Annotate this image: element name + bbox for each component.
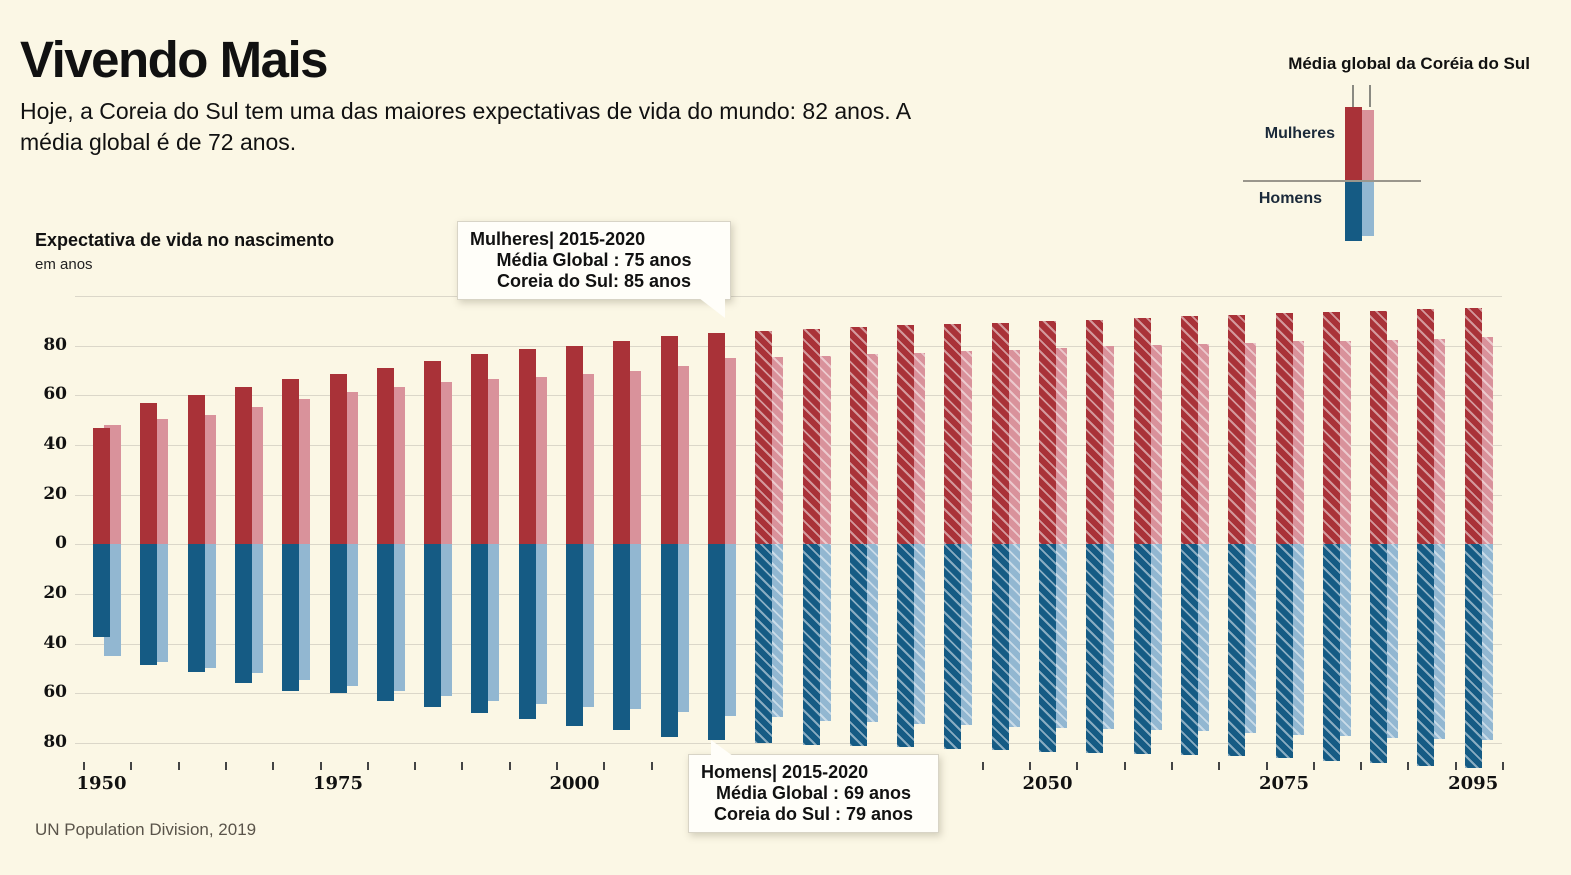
y-axis-label-40-below: 40: [43, 632, 67, 653]
y-axis-label-60-below: 60: [43, 682, 67, 703]
page-subtitle-line1: Hoje, a Coreia do Sul tem uma das maiores expectativas de vida do mundo: 82 anos. A: [20, 98, 912, 124]
bar-korea-women-1950: [93, 428, 110, 545]
legend-zero-divider: [1243, 180, 1421, 182]
bar-korea-women-2020: [755, 331, 772, 545]
bar-korea-men-1985: [424, 544, 441, 707]
bar-korea-men-1995: [519, 544, 536, 719]
x-tick-2065: [1171, 762, 1173, 770]
legend: [1230, 52, 1540, 237]
gridline-100: [75, 296, 1502, 297]
bar-korea-women-2000: [566, 346, 583, 545]
bar-korea-men-2065: [1181, 544, 1198, 754]
x-tick-1975: [320, 762, 322, 770]
bar-korea-men-2025: [803, 544, 820, 744]
bar-korea-women-2025: [803, 329, 820, 545]
bar-korea-men-2015: [708, 544, 725, 740]
bar-korea-women-2055: [1086, 320, 1103, 545]
x-axis-label-2000: 2000: [549, 773, 600, 794]
tooltip-men-global-value: Média Global : 69 anos: [715, 783, 912, 803]
bar-korea-women-2035: [897, 325, 914, 544]
tooltip-women-2015-2020: [457, 221, 731, 300]
x-tick-2070: [1218, 762, 1220, 770]
bar-korea-women-2010: [661, 336, 678, 545]
x-tick-2045: [982, 762, 984, 770]
x-tick-1985: [414, 762, 416, 770]
x-tick-2090: [1407, 762, 1409, 770]
x-axis-label-1950: 1950: [76, 773, 127, 794]
tooltip-women-title: Mulheres| 2015-2020: [470, 229, 646, 249]
bar-korea-women-2030: [850, 327, 867, 544]
bar-korea-men-2010: [661, 544, 678, 737]
axis-heading: Expectativa de vida no nascimento: [35, 230, 335, 250]
bar-korea-men-1970: [282, 544, 299, 691]
bar-korea-women-1990: [471, 354, 488, 544]
tooltip-men-korea-value: Coreia do Sul : 79 anos: [713, 804, 914, 824]
bar-korea-men-2020: [755, 544, 772, 743]
tooltip-men-2015-2020: [688, 754, 939, 833]
x-axis-label-1975: 1975: [312, 773, 364, 794]
bar-korea-women-2005: [613, 341, 630, 545]
tooltip-women-korea-value: Coreia do Sul: 85 anos: [496, 271, 692, 291]
legend-swatch-women-global: [1362, 110, 1374, 180]
bar-korea-women-1975: [330, 374, 347, 544]
bar-korea-men-2050: [1039, 544, 1056, 752]
x-axis-label-2095: 2095: [1448, 773, 1499, 794]
bar-korea-men-2040: [944, 544, 961, 748]
y-axis-label-40: 40: [43, 434, 67, 454]
x-tick-1960: [178, 762, 180, 770]
y-axis-label-80: 80: [43, 334, 67, 355]
legend-swatch-women-korea: [1345, 107, 1362, 180]
bar-korea-women-2080: [1323, 312, 1340, 544]
bar-korea-men-1980: [377, 544, 394, 700]
y-axis-label-60: 60: [43, 384, 67, 405]
x-axis-label-2075: 2075: [1258, 773, 1310, 794]
legend-title: Média global da Coréia do Sul: [1288, 54, 1530, 73]
bar-korea-women-2040: [944, 324, 961, 544]
bar-korea-men-1990: [471, 544, 488, 713]
source-note: UN Population Division, 2019: [35, 820, 257, 839]
bar-korea-men-2055: [1086, 544, 1103, 753]
x-tick-1955: [130, 762, 132, 770]
x-tick-1980: [367, 762, 369, 770]
plot-area: [43, 296, 1502, 816]
x-tick-2050: [1029, 762, 1031, 770]
bar-korea-women-1980: [377, 368, 394, 544]
bar-korea-women-1985: [424, 361, 441, 545]
bar-korea-men-2075: [1276, 544, 1293, 758]
legend-leader-line-light: [1369, 85, 1371, 107]
x-axis-label-2050: 2050: [1022, 773, 1073, 794]
x-tick-2060: [1124, 762, 1126, 770]
bar-korea-men-1950: [93, 544, 110, 637]
bar-korea-women-1955: [140, 403, 157, 545]
bar-korea-men-1955: [140, 544, 157, 664]
x-tick-1970: [272, 762, 274, 770]
x-tick-2055: [1076, 762, 1078, 770]
y-axis-label-0: 0: [55, 533, 67, 554]
page-subtitle: [20, 96, 911, 158]
page-title: Vivendo Mais: [20, 31, 328, 88]
bar-korea-men-2030: [850, 544, 867, 746]
legend-women-label: Mulheres: [1264, 125, 1335, 142]
bar-korea-women-1965: [235, 387, 252, 545]
tooltip-women-pointer: [699, 298, 725, 318]
x-tick-end: [1502, 762, 1504, 770]
bar-korea-men-2085: [1370, 544, 1387, 763]
bar-korea-women-1995: [519, 349, 536, 544]
axis-subheading: em anos: [35, 256, 93, 273]
bar-korea-men-2000: [566, 544, 583, 725]
bar-korea-women-2075: [1276, 313, 1293, 544]
x-tick-1965: [225, 762, 227, 770]
bar-korea-women-2070: [1228, 315, 1245, 545]
x-tick-1990: [461, 762, 463, 770]
x-tick-2095: [1455, 762, 1457, 770]
bar-korea-women-2095: [1465, 308, 1482, 544]
y-axis-label-20: 20: [43, 483, 67, 504]
legend-swatch-men-global: [1362, 181, 1374, 236]
x-tick-2005: [603, 762, 605, 770]
bar-korea-men-2005: [613, 544, 630, 730]
bar-korea-men-2080: [1323, 544, 1340, 761]
x-tick-1995: [509, 762, 511, 770]
legend-swatch-men-korea: [1345, 181, 1362, 241]
tooltip-men-title: Homens| 2015-2020: [701, 762, 869, 782]
bar-korea-women-2050: [1039, 321, 1056, 545]
bar-korea-women-2065: [1181, 316, 1198, 544]
x-tick-1950: [83, 762, 85, 770]
bar-korea-women-1960: [188, 395, 205, 544]
bar-korea-men-1960: [188, 544, 205, 672]
legend-leader-line-dark: [1352, 85, 1354, 107]
bar-korea-women-2045: [992, 323, 1009, 545]
legend-men-label: Homens: [1258, 190, 1322, 207]
x-tick-2010: [651, 762, 653, 770]
y-axis-label-80-below: 80: [43, 732, 67, 752]
page-subtitle-line2: média global é de 72 anos.: [20, 129, 297, 155]
bar-korea-men-2070: [1228, 544, 1245, 756]
bar-korea-men-2095: [1465, 544, 1482, 768]
tooltip-women-global-value: Média Global : 75 anos: [496, 250, 692, 270]
bar-korea-women-2015: [708, 333, 725, 544]
bar-korea-women-1970: [282, 379, 299, 544]
x-tick-2080: [1313, 762, 1315, 770]
bar-korea-women-2085: [1370, 311, 1387, 544]
bar-korea-men-2060: [1134, 544, 1151, 753]
bar-korea-men-1975: [330, 544, 347, 693]
bar-korea-women-2060: [1134, 318, 1151, 545]
bar-korea-women-2090: [1417, 309, 1434, 544]
y-axis-label-20-below: 20: [43, 583, 67, 603]
x-tick-2075: [1266, 762, 1268, 770]
bar-korea-men-2045: [992, 544, 1009, 750]
bar-korea-men-2090: [1417, 544, 1434, 766]
bar-korea-men-1965: [235, 544, 252, 683]
x-tick-2085: [1360, 762, 1362, 770]
tooltip-men-pointer: [711, 740, 733, 756]
bar-korea-men-2035: [897, 544, 914, 747]
x-tick-2000: [556, 762, 558, 770]
